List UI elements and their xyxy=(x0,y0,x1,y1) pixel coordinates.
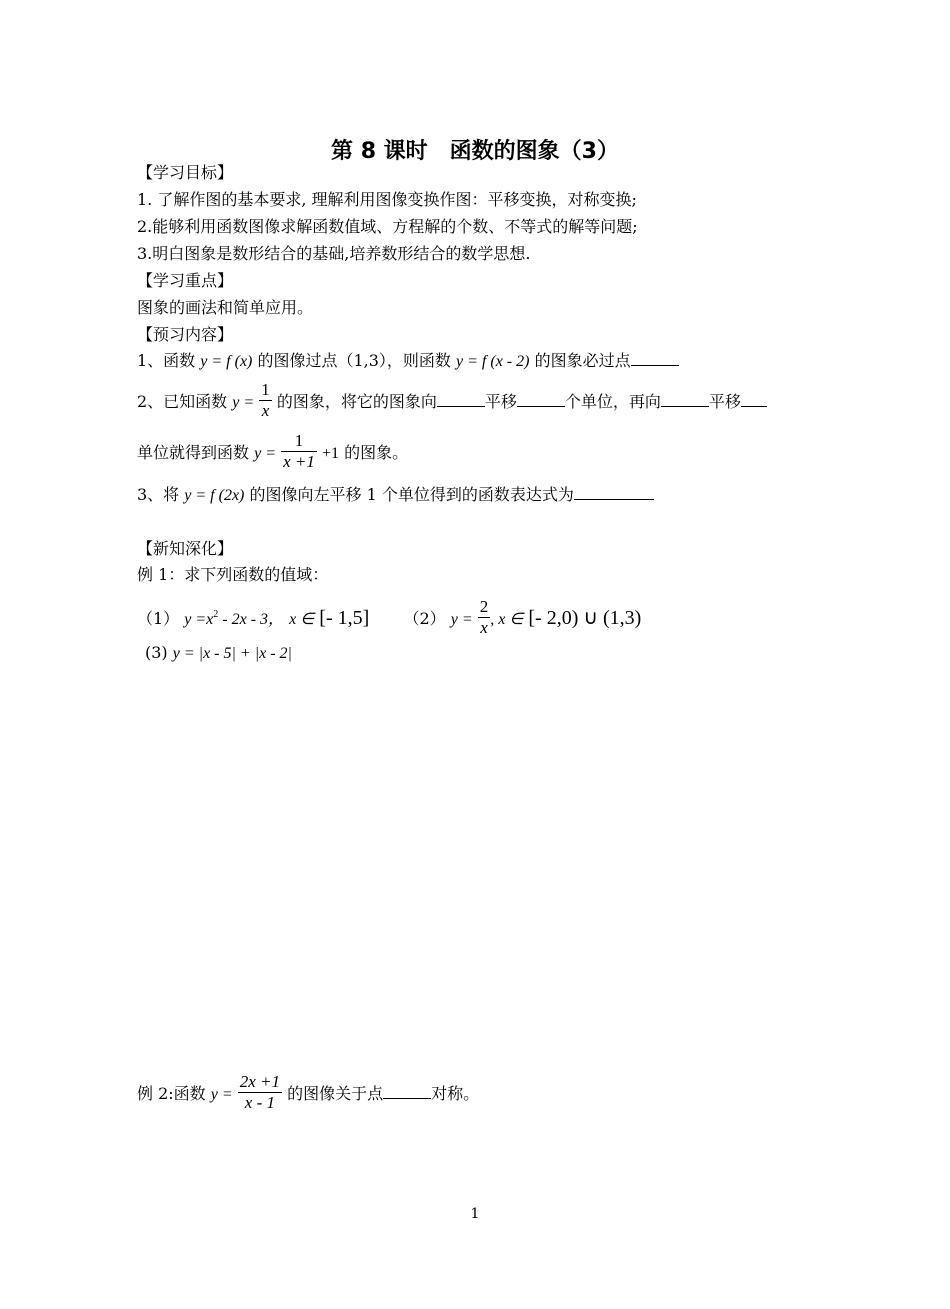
example-1-parts xyxy=(137,594,641,641)
ex2-num: 2x +1 xyxy=(239,1072,281,1091)
q1-prefix: 1、函数 xyxy=(137,351,196,370)
q1-answer-blank[interactable] xyxy=(631,350,679,366)
question-2-line-1 xyxy=(137,381,767,424)
q2-fraction xyxy=(259,380,272,421)
ex1-p2-label: （2） xyxy=(403,609,446,628)
q2-frac-den: x xyxy=(259,400,272,421)
q1-suffix: 的图象必过点 xyxy=(534,351,631,370)
q2-blank-3[interactable] xyxy=(661,391,709,407)
ex1-p2-den: x xyxy=(478,617,491,638)
page-title: 第 8 课时 函数的图象（3） xyxy=(331,139,619,164)
q2-y-eq-2: y = xyxy=(254,445,277,462)
q2-frac2-num: 1 xyxy=(294,431,304,450)
q2-line2-prefix: 单位就得到函数 xyxy=(137,443,250,462)
ex1-p3-expr: y = |x - 5| + |x - 2| xyxy=(172,645,292,662)
q2-blank-2[interactable] xyxy=(517,391,565,407)
q2-blank-1[interactable] xyxy=(437,391,485,407)
q3-suffix: 的图像向左平移 1 个单位得到的函数表达式为 xyxy=(249,485,574,504)
focus-header: 【学习重点】 xyxy=(137,271,234,290)
ex1-p1-label: （1） xyxy=(137,609,180,628)
question-3 xyxy=(137,484,654,506)
ex1-p2-interval: [- 2,0) ∪ (1,3) xyxy=(528,607,642,629)
q1-math-1: y = f (x) xyxy=(200,353,253,370)
q2-frac2-den: x +1 xyxy=(283,452,315,471)
ex1-p2-fraction xyxy=(478,597,491,638)
q2-line2-suffix: 的图象。 xyxy=(344,443,409,462)
ex1-p1-expr-b: - 2x - 3， xyxy=(218,611,285,628)
ex1-p2-domain: , x ∈ xyxy=(490,611,524,628)
q2-text-3: 个单位，再向 xyxy=(564,392,661,411)
example-1-title: 例 1：求下列函数的值域： xyxy=(137,565,329,584)
q3-answer-blank[interactable] xyxy=(574,484,654,500)
ex1-p3-label: (3) xyxy=(145,643,168,662)
goal-1: 1. 了解作图的基本要求, 理解利用图像变换作图：平移变换，对称变换; xyxy=(137,190,637,209)
example-2 xyxy=(137,1073,479,1116)
deepen-header: 【新知深化】 xyxy=(137,539,234,558)
question-2-line-2 xyxy=(137,432,408,475)
preview-header: 【预习内容】 xyxy=(137,325,234,344)
ex1-p1-domain: x ∈ xyxy=(289,611,315,628)
q2-text-4: 平移 xyxy=(708,392,741,411)
q2-prefix: 2、已知函数 xyxy=(137,392,228,411)
ex1-p1-interval: [- 1,5] xyxy=(319,607,370,629)
goal-3: 3.明白图象是数形结合的基础,培养数形结合的数学思想. xyxy=(137,244,531,263)
goal-2: 2.能够利用函数图像求解函数值域、方程解的个数、不等式的解等问题; xyxy=(137,217,638,236)
goals-header: 【学习目标】 xyxy=(137,163,234,182)
example-1-part-3 xyxy=(145,643,292,664)
q1-mid: 的图像过点（1,3），则函数 xyxy=(257,351,451,370)
q2-fraction-2 xyxy=(281,431,317,472)
ex2-y-eq: y = xyxy=(210,1086,233,1103)
q2-plus-one: +1 xyxy=(321,445,340,462)
q2-y-eq: y = xyxy=(232,394,255,411)
ex2-suffix: 对称。 xyxy=(431,1084,480,1103)
ex1-p2-y: y = xyxy=(450,611,473,628)
q2-blank-4[interactable] xyxy=(741,391,767,407)
question-1 xyxy=(137,350,679,372)
focus-text: 图象的画法和简单应用。 xyxy=(137,298,314,317)
q1-math-2: y = f (x - 2) xyxy=(456,353,530,370)
page-number: 1 xyxy=(470,1206,480,1222)
q2-text-2: 平移 xyxy=(484,392,517,411)
q2-text-1: 的图象，将它的图象向 xyxy=(276,392,437,411)
ex2-answer-blank[interactable] xyxy=(383,1083,431,1099)
q3-prefix: 3、将 xyxy=(137,485,180,504)
q3-math: y = f (2x) xyxy=(184,487,245,504)
ex1-p1-exponent: 2 xyxy=(213,609,219,620)
ex1-p2-num: 2 xyxy=(479,597,489,616)
ex1-p1-expr-a: y =x xyxy=(184,611,214,628)
ex2-den: x - 1 xyxy=(238,1092,282,1113)
ex2-mid: 的图像关于点 xyxy=(287,1084,384,1103)
ex2-fraction xyxy=(238,1072,282,1113)
q2-frac-num: 1 xyxy=(261,380,270,399)
ex2-prefix: 例 2:函数 xyxy=(137,1084,206,1103)
